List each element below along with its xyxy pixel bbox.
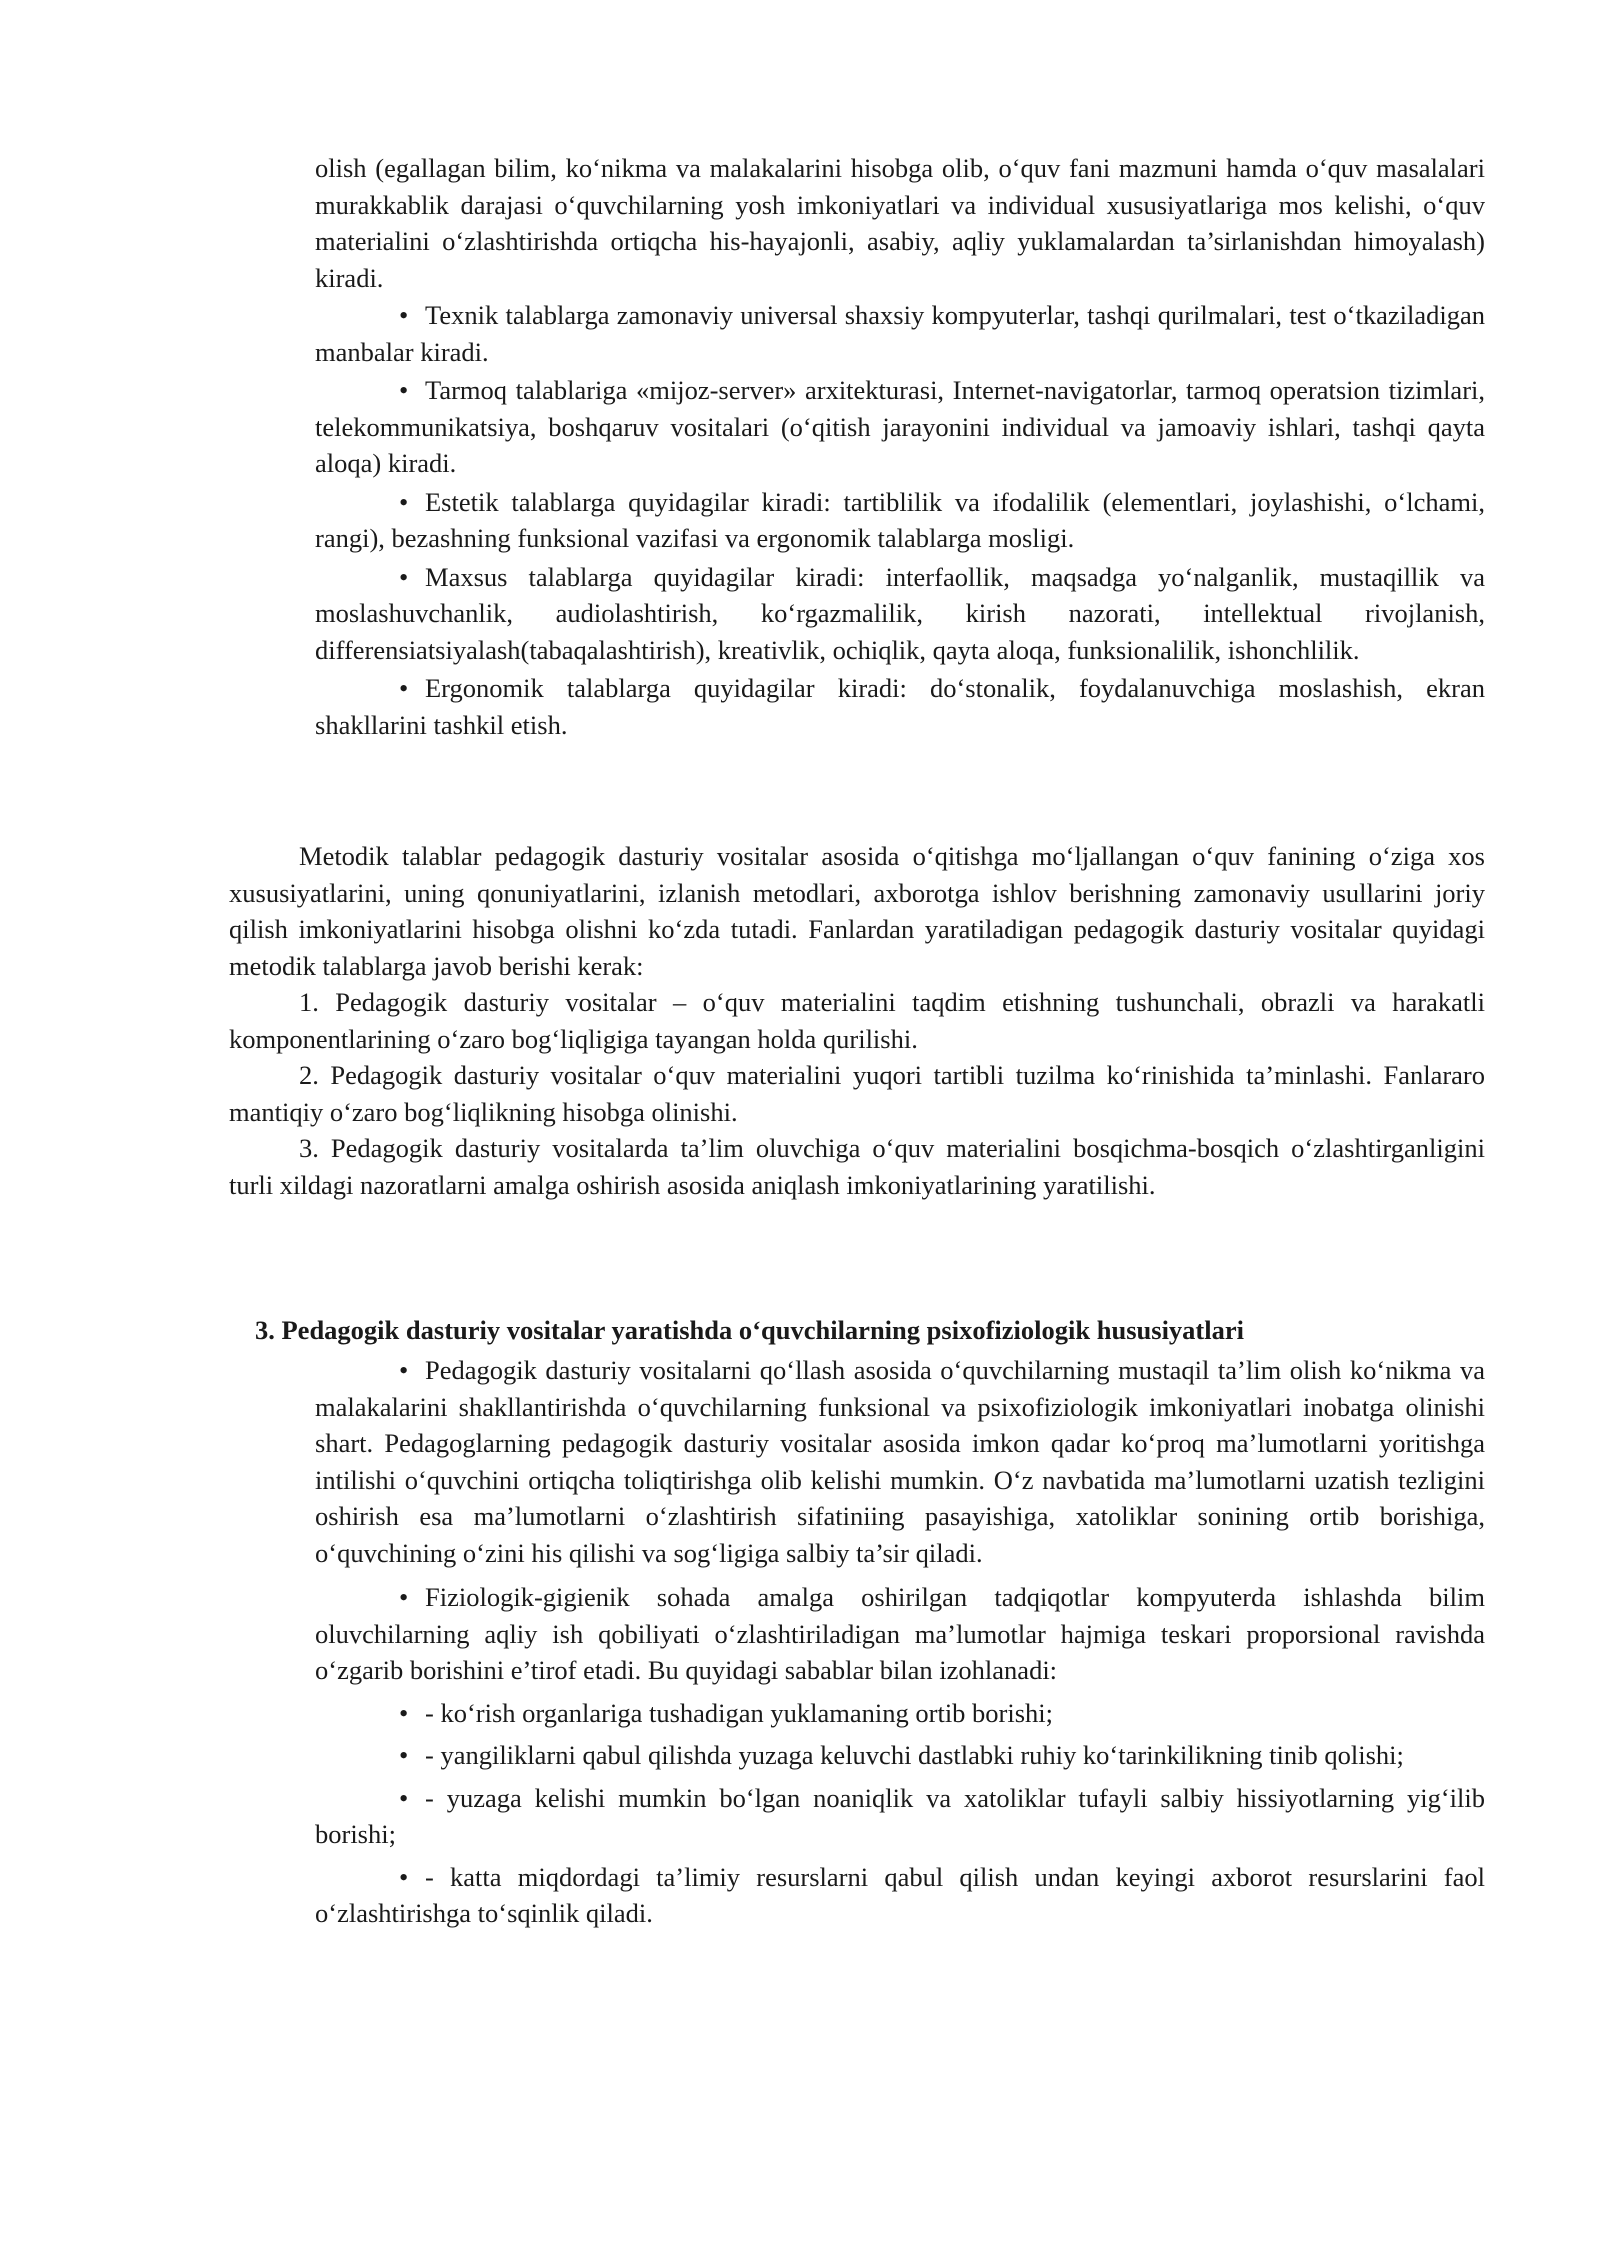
requirement-item	[315, 670, 1485, 743]
methodic-item: 1. Pedagogik dasturiy vositalar – o‘quv materialini taqdim etishning tushunchali, obrazli va harakatli komponentlarining o‘zaro bog‘liqligiga tayangan holda qurilishi.	[229, 987, 1485, 1054]
section3-text: - yangiliklarni qabul qilishda yuzaga keluvchi dastlabki ruhiy ko‘tarinkilikning tinib qolishi;	[425, 1740, 1404, 1770]
bullet-icon: •	[399, 300, 409, 330]
bullet-icon: •	[399, 1782, 409, 1813]
section3-text: Pedagogik dasturiy vositalarni qo‘llash asosida o‘quvchilarning mustaqil ta’lim olish ko‘nikma va malakalarini shakllantirishda o‘quvchilarning funksional va psixofiziologik imkoniyatlari inobatga olinishi shart. Pedagoglarning pedagogik dasturiy vositalar asosida imkon qadar ko‘proq ma’lumotlarni yoritishga intilishi o‘quvchini ortiqcha toliqtirishga olib kelishi mumkin. O‘z navbatida ma’lumotlarni uzatish tezligini oshirish esa ma’lumotlarni o‘zlashtirish sifatiniing pasayishiga, xatoliklar sonining ortib borishiga, o‘quvchining o‘zini his qilishi va sog‘ligiga salbiy ta’sir qiladi.	[315, 1355, 1485, 1568]
bullet-icon: •	[399, 1861, 409, 1892]
section-heading: 3. Pedagogik dasturiy vositalar yaratishda o‘quvchilarning psixofiziologik hususiyatlari	[255, 1315, 1244, 1345]
bullet-icon: •	[399, 1740, 409, 1770]
methodic-item: 3. Pedagogik dasturiy vositalarda ta’lim oluvchiga o‘quv materialini bosqichma-bosqich o‘zlashtirganligini turli xildagi nazoratlarni amalga oshirish asosida aniqlash imkoniyatlarining yaratilishi.	[229, 1133, 1485, 1200]
requirement-item	[315, 559, 1485, 669]
section3-text: - yuzaga kelishi mumkin bo‘lgan noaniqlik va xatoliklar tufayli salbiy hissiyotlarning yig‘ilib borishi;	[315, 1782, 1485, 1849]
requirement-item	[315, 484, 1485, 557]
section3-list	[315, 1352, 1485, 1932]
requirement-text: Maxsus talablarga quyidagilar kiradi: interfaollik, maqsadga yo‘nalganlik, mustaqillik va moslashuvchanlik, audiolashtirish, ko‘rgazmalilik, kirish nazorati, intellektual rivojlanish, differensiatsiyalash(tabaqalashtirish), kreativlik, ochiqlik, qayta aloqa, funksionalilik, ishonchlilik.	[315, 561, 1485, 665]
requirement-item	[315, 372, 1485, 482]
section3-item	[315, 1859, 1485, 1932]
section3-text: - ko‘rish organlariga tushadigan yuklamaning ortib borishi;	[425, 1697, 1054, 1728]
section3-item	[315, 1737, 1485, 1774]
bullet-icon: •	[399, 673, 409, 703]
requirement-text: Ergonomik talablarga quyidagilar kiradi: do‘stonalik, foydalanuvchiga moslashish, ekran shakllarini tashkil etish.	[315, 673, 1485, 740]
intro-paragraph	[315, 150, 1485, 296]
bullet-icon: •	[399, 486, 409, 517]
requirement-item	[315, 297, 1485, 370]
section3-item	[315, 1352, 1485, 1571]
bullet-icon: •	[399, 1697, 409, 1728]
bullet-icon: •	[399, 375, 409, 405]
bullet-icon: •	[399, 1355, 409, 1385]
methodic-section	[229, 838, 1485, 1203]
section3-text: Fiziologik-gigienik sohada amalga oshirilgan tadqiqotlar kompyuterda ishlashda bilim oluvchilarning aqliy ish qobiliyati o‘zlashtiriladigan ma’lumotlar hajmiga teskari proporsional ravishda o‘zgarib borishini e’tirof etadi. Bu quyidagi sabablar bilan izohlanadi:	[315, 1582, 1485, 1685]
section3-item	[315, 1695, 1485, 1732]
requirement-text: Tarmoq talablariga «mijoz-server» arxitekturasi, Internet-navigatorlar, tarmoq operatsion tizimlari, telekommunikatsiya, boshqaruv vositalari (o‘qitish jarayonini individual va jamoaviy ishlari, tashqi qayta aloqa) kiradi.	[315, 375, 1485, 478]
methodic-item: 2. Pedagogik dasturiy vositalar o‘quv materialini yuqori tartibli tuzilma ko‘rinishida ta’minlashi. Fanlararo mantiqiy o‘zaro bog‘liqlikning hisobga olinishi.	[229, 1060, 1485, 1127]
bullet-icon: •	[399, 1582, 409, 1612]
intro-text: olish (egallagan bilim, ko‘nikma va malakalarini hisobga olib, o‘quv fani mazmuni hamda o‘quv masalalari murakkablik darajasi o‘quvchilarning yosh imkoniyatlari va individual xususiyatlariga mos kelishi, o‘quv materialini o‘zlashtirishda ortiqcha his-hayajonli, asabiy, aqliy yuklamalardan ta’sirlanishdan himoyalash) kiradi.	[315, 153, 1485, 293]
requirement-text: Estetik talablarga quyidagilar kiradi: tartiblilik va ifodalilik (elementlari, joylashishi, o‘lchami, rangi), bezashning funksional vazifasi va ergonomik talablarga mosligi.	[315, 486, 1485, 553]
section3-text: - katta miqdordagi ta’limiy resurslarni qabul qilish undan keyingi axborot resurslarini faol o‘zlashtirishga to‘sqinlik qiladi.	[315, 1861, 1485, 1928]
requirements-list	[315, 297, 1485, 743]
requirement-text: Texnik talablarga zamonaviy universal shaxsiy kompyuterlar, tashqi qurilmalari, test o‘tkaziladigan manbalar kiradi.	[315, 300, 1485, 367]
section3-item	[315, 1780, 1485, 1853]
section3-item	[315, 1579, 1485, 1689]
bullet-icon: •	[399, 561, 409, 592]
methodic-paragraph: Metodik talablar pedagogik dasturiy vositalar asosida o‘qitishga mo‘ljallangan o‘quv fanining o‘ziga xos xususiyatlarini, uning qonuniyatlarini, izlanish metodlari, axborotga ishlov berishning zamonaviy usullarini joriy qilish imkoniyatlarini hisobga olishni ko‘zda tutadi. Fanlardan yaratiladigan pedagogik dasturiy vositalar quyidagi metodik talablarga javob berishi kerak:	[229, 841, 1485, 981]
